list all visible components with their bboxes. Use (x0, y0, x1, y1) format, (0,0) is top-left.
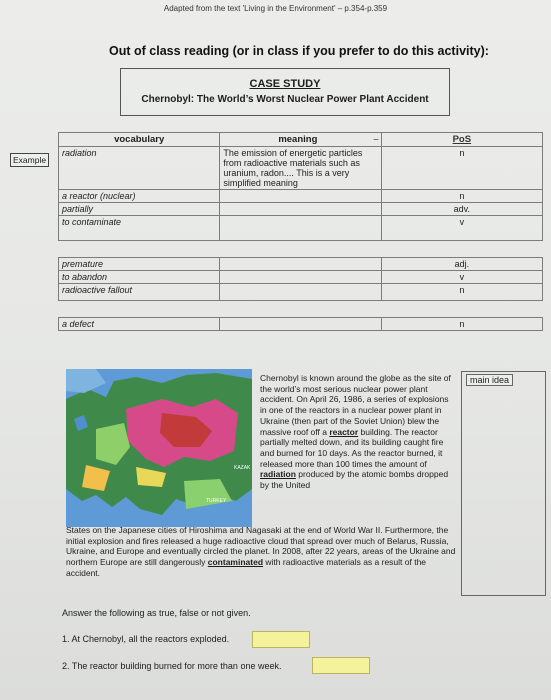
map-label-turkey: TURKEY (206, 498, 227, 504)
question-2: 2. The reactor building burned for more than one week. (62, 661, 282, 671)
header-pos-label: PoS (452, 134, 472, 145)
vocab-word: to contaminate (59, 216, 220, 241)
vocab-pos: v (381, 216, 542, 241)
vocab-pos: v (381, 271, 542, 284)
table-row (59, 258, 543, 271)
europe-fallout-map (66, 369, 252, 527)
table-header-row (59, 133, 543, 147)
table-row (59, 216, 543, 241)
vocab-word: a reactor (nuclear) (59, 190, 220, 203)
vocab-meaning[interactable] (220, 190, 381, 203)
table-row-spacer (59, 301, 543, 318)
map-label-kazak: KAZAK (234, 465, 251, 471)
vocab-meaning[interactable] (220, 203, 381, 216)
header-pos (381, 133, 542, 147)
vocab-word: partially (59, 203, 220, 216)
case-study-title: CASE STUDY (249, 78, 321, 90)
vocab-word: to abandon (59, 271, 220, 284)
vocab-meaning[interactable] (220, 271, 381, 284)
table-row (59, 271, 543, 284)
answer-field-2[interactable] (312, 657, 370, 674)
minus-icon: – (373, 134, 379, 145)
reading-text: building. The reactor partially melted down, and its building caught fire and burned for 10 days. As the reactor burned, it released more than 100 times the amount of (260, 426, 444, 469)
vocab-word: radiation (59, 147, 220, 190)
vocab-meaning[interactable] (220, 258, 381, 271)
case-study-subtitle: Chernobyl: The World’s Worst Nuclear Power Plant Accident (141, 94, 429, 105)
vocab-pos: n (381, 318, 542, 331)
reading-text: produced by the atomic bombs dropped by the United (260, 469, 449, 491)
question-1: 1. At Chernobyl, all the reactors exploded. (62, 634, 230, 644)
table-row (59, 318, 543, 331)
table-row (59, 203, 543, 216)
vocab-pos: n (381, 147, 542, 190)
case-study-box (120, 68, 450, 116)
vocab-pos: n (381, 284, 542, 301)
vocab-meaning[interactable]: The emission of energetic particles from radioactive materials such as uranium, radon.... This is a very simplified meaning (220, 147, 381, 190)
header-meaning (220, 133, 381, 147)
vocab-meaning[interactable] (220, 284, 381, 301)
answer-field-1[interactable] (252, 631, 310, 648)
reading-text: States on the Japanese cities of Hiroshima and Nagasaki at the end of World War II. Furthermore, the initial explosion and fires released a huge radioactive cloud that spread over much of Belarus, Russia, Ukraine, and Europe and eventually circled the planet. In 2008, after 22 years, areas of the Ukraine and northern Europe are still dangerously (66, 525, 456, 568)
vocabulary-table (58, 132, 543, 331)
source-note: Adapted from the text 'Living in the Environment' – p.354-p.359 (163, 4, 388, 13)
table-row (59, 147, 543, 190)
keyword-contaminated: contaminated (207, 557, 264, 568)
vocab-meaning[interactable] (220, 216, 381, 241)
vocab-pos: n (381, 190, 542, 203)
example-tag: Example (10, 153, 49, 167)
vocab-word: premature (59, 258, 220, 271)
reading-passage-part2 (66, 525, 458, 579)
vocab-word: radioactive fallout (59, 284, 220, 301)
reading-text: Chernobyl is known around the globe as the site of the world’s most serious nuclear power plant accident. On April 26, 1986, a series of explosions in one of the reactors in a nuclear power plant in Ukraine (then part of the Soviet Union) blew the massive roof off a (260, 373, 451, 437)
header-vocabulary: vocabulary (59, 133, 220, 147)
keyword-reactor: reactor (329, 426, 359, 437)
keyword-radiation: radiation (260, 469, 296, 480)
header-meaning-label: meaning (278, 134, 318, 145)
reading-passage-part1 (260, 373, 456, 491)
vocab-pos: adj. (381, 258, 542, 271)
table-row (59, 284, 543, 301)
vocab-pos: adv. (381, 203, 542, 216)
vocab-word: a defect (59, 318, 220, 331)
vocab-meaning[interactable] (220, 318, 381, 331)
table-row (59, 190, 543, 203)
questions-intro: Answer the following as true, false or not given. (62, 608, 251, 618)
reading-text: with radioactive materials as a result of the accident. (66, 557, 427, 578)
map-graphic (66, 369, 252, 527)
main-idea-box[interactable] (461, 371, 546, 596)
main-idea-label: main idea (466, 374, 513, 386)
page-heading: Out of class reading (or in class if you prefer to do this activity): (109, 44, 489, 58)
table-row-spacer (59, 241, 543, 258)
